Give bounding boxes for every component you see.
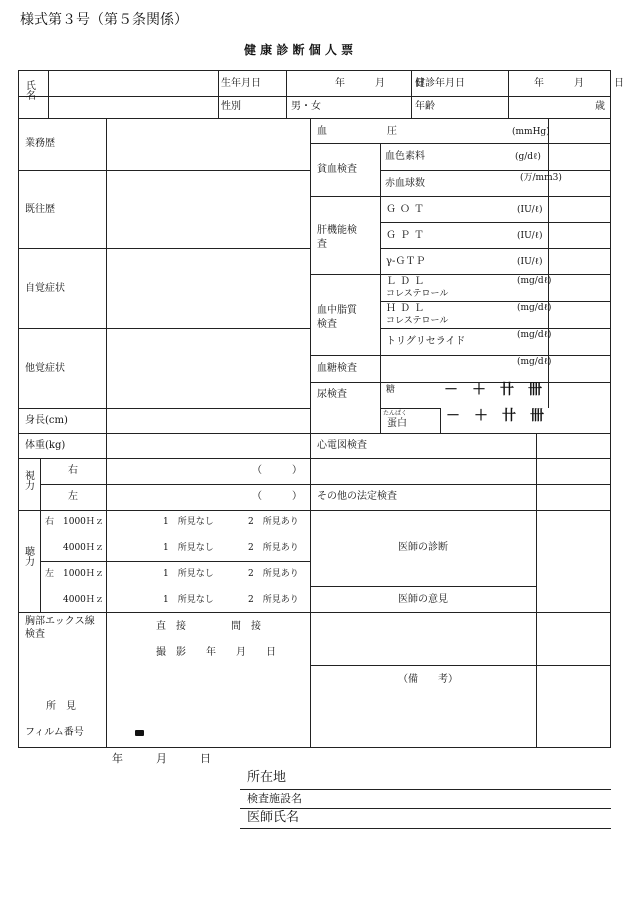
age-unit[interactable]: 歳 [595, 101, 605, 112]
doctor-name-label: 医師氏名 [247, 810, 300, 825]
sex-options[interactable]: 男・女 [291, 101, 321, 112]
hearing-option-normal[interactable]: 1 所見なし [163, 517, 214, 527]
past-illness-label: 既往歴 [25, 204, 55, 215]
ggtp-unit: (IU/ℓ) [517, 257, 543, 267]
film-icon [135, 730, 144, 736]
vision-left-label: 左 [68, 491, 78, 502]
xray-direct[interactable]: 直 接 [156, 621, 186, 632]
doctor-diagnosis-label: 医師の診断 [398, 542, 448, 553]
name-label: 氏名 [26, 81, 36, 102]
hearing-option-abnormal[interactable]: 2 所見あり [248, 595, 299, 605]
urine-sugar-label: 糖 [386, 385, 396, 395]
hearing-frequency: 1000Ｈｚ [63, 569, 104, 579]
xray-label: 胸部エックス線検査 [25, 616, 95, 640]
film-number-label: フィルム番号 [25, 727, 84, 738]
hearing-side: 右 [45, 517, 55, 527]
doctor-opinion-label: 医師の意見 [398, 594, 448, 605]
ldl-cholesterol-label: コレステロール [386, 289, 449, 299]
objective-symptoms-label: 他覚症状 [25, 363, 65, 374]
form-number: 様式第３号（第５条関係） [20, 12, 188, 28]
height-label: 身長(cm) [25, 415, 68, 426]
ggtp-label: γ-ＧＴＰ [386, 256, 426, 267]
age-label: 年齢 [415, 101, 435, 112]
exam-date-label: 健診年月日 [415, 78, 465, 89]
liver-label: 肝機能検査 [317, 225, 357, 250]
xray-date[interactable]: 撮 影 年 月 日 [156, 647, 276, 658]
hearing-option-normal[interactable]: 1 所見なし [163, 543, 214, 553]
hearing-frequency: 4000Ｈｚ [63, 595, 104, 605]
triglyceride-label: トリグリセライド [386, 336, 466, 347]
blood-pressure-unit: (mmHg) [512, 127, 550, 137]
urine-sugar-scale[interactable]: － ＋ 卄 卌 [444, 382, 542, 398]
blood-pressure-label: 血 圧 [317, 126, 397, 137]
urine-protein-label: 蛋白 [387, 418, 407, 429]
hemoglobin-label: 血色素料 [385, 151, 425, 162]
triglyceride-unit: (mg/dℓ) [517, 330, 552, 340]
anemia-label: 貧血検査 [317, 164, 357, 175]
hearing-label: 聴力 [25, 547, 35, 568]
exam-date-field[interactable]: 年 月 日 [534, 78, 624, 89]
vision-left-paren[interactable]: （ ） [252, 491, 302, 502]
hemoglobin-unit: (g/dℓ) [515, 152, 541, 162]
urine-protein-scale[interactable]: － ＋ 卄 卌 [446, 408, 544, 424]
sex-label: 性別 [221, 101, 241, 112]
form-title: 健 康 診 断 個 人 票 [244, 43, 354, 57]
facility-name-label: 検査施設名 [247, 792, 302, 805]
other-legal-tests-label: その他の法定検査 [317, 491, 397, 502]
gpt-label: ＧＰＴ [386, 230, 428, 241]
vision-right-paren[interactable]: （ ） [252, 465, 302, 476]
blood-sugar-unit: (mg/dℓ) [517, 357, 552, 367]
blood-sugar-label: 血糖検査 [317, 363, 357, 374]
hearing-option-abnormal[interactable]: 2 所見あり [248, 517, 299, 527]
footer-date[interactable]: 年 月 日 [112, 752, 211, 765]
vision-label: 視力 [25, 471, 35, 492]
lipid-label: 血中脂質検査 [317, 305, 357, 330]
got-label: ＧＯＴ [386, 204, 428, 215]
hdl-unit: (mg/dℓ) [517, 303, 552, 313]
subjective-symptoms-label: 自覚症状 [25, 283, 65, 294]
hdl-label: ＨＤＬ [386, 303, 428, 314]
ldl-label: ＬＤＬ [386, 276, 428, 287]
xray-indirect[interactable]: 間 接 [231, 621, 261, 632]
birth-date-field[interactable]: 年 月 日 [335, 78, 425, 89]
got-unit: (IU/ℓ) [517, 205, 543, 215]
protein-ruby: たんぱく [383, 410, 408, 417]
xray-findings-label: 所 見 [46, 701, 76, 712]
hearing-option-normal[interactable]: 1 所見なし [163, 569, 214, 579]
birth-date-label: 生年月日 [221, 78, 261, 89]
vision-right-label: 右 [68, 465, 78, 476]
rbc-unit: (万/mm3) [520, 173, 562, 183]
urine-label: 尿検査 [317, 389, 347, 400]
hearing-frequency: 4000Ｈｚ [63, 543, 104, 553]
rbc-label: 赤血球数 [385, 178, 425, 189]
name-field[interactable] [50, 72, 216, 116]
hdl-cholesterol-label: コレステロール [386, 316, 449, 326]
hearing-option-abnormal[interactable]: 2 所見あり [248, 569, 299, 579]
ecg-label: 心電図検査 [317, 440, 367, 451]
hearing-frequency: 1000Ｈｚ [63, 517, 104, 527]
hearing-option-abnormal[interactable]: 2 所見あり [248, 543, 299, 553]
hearing-option-normal[interactable]: 1 所見なし [163, 595, 214, 605]
address-label: 所在地 [247, 770, 287, 785]
weight-label: 体重(kg) [25, 440, 66, 451]
hearing-side: 左 [45, 569, 55, 579]
gpt-unit: (IU/ℓ) [517, 231, 543, 241]
ldl-unit: (mg/dℓ) [517, 276, 552, 286]
work-history-label: 業務歴 [25, 138, 55, 149]
remarks-label: （備 考） [398, 674, 458, 685]
